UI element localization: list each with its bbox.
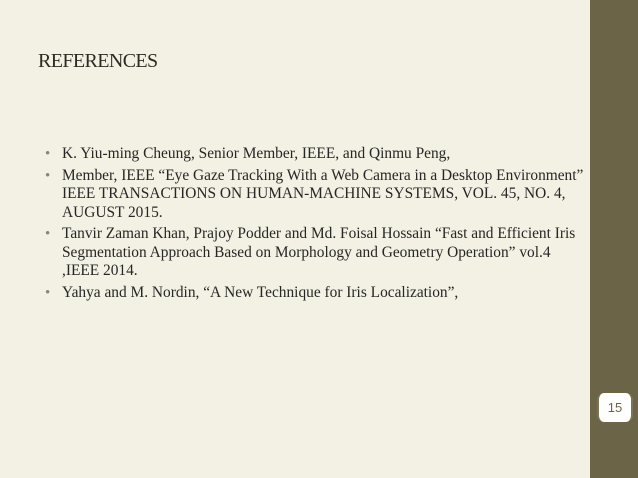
- reference-item: [45, 145, 585, 164]
- bullet-icon: •: [45, 167, 51, 184]
- page-number: 15: [597, 393, 633, 422]
- reference-item: [45, 225, 585, 281]
- reference-text: Member, IEEE “Eye Gaze Tracking With a Web Camera in a Desktop Environment” IEEE TRANSACTIONS ON HUMAN-MACHINE SYSTEMS, VOL. 45, NO. 4, AUGUST 2015.: [62, 166, 584, 221]
- reference-text: Yahya and M. Nordin, “A New Technique for Iris Localization”,: [62, 283, 459, 301]
- bullet-icon: •: [45, 226, 51, 242]
- reference-item: [45, 284, 585, 303]
- reference-text: Tanvir Zaman Khan, Prajoy Podder and Md. Foisal Hossain “Fast and Efficient Iris Segmentation Approach Based on Morphology and Geometry Operation” vol.4 ,IEEE 2014.: [62, 225, 576, 279]
- bullet-icon: •: [45, 146, 51, 162]
- reference-item: [45, 167, 585, 223]
- reference-list: [45, 145, 585, 305]
- slide-title: REFERENCES: [38, 50, 158, 72]
- reference-text: K. Yiu-ming Cheung, Senior Member, IEEE, and Qinmu Peng,: [62, 145, 451, 162]
- bullet-icon: •: [45, 284, 51, 301]
